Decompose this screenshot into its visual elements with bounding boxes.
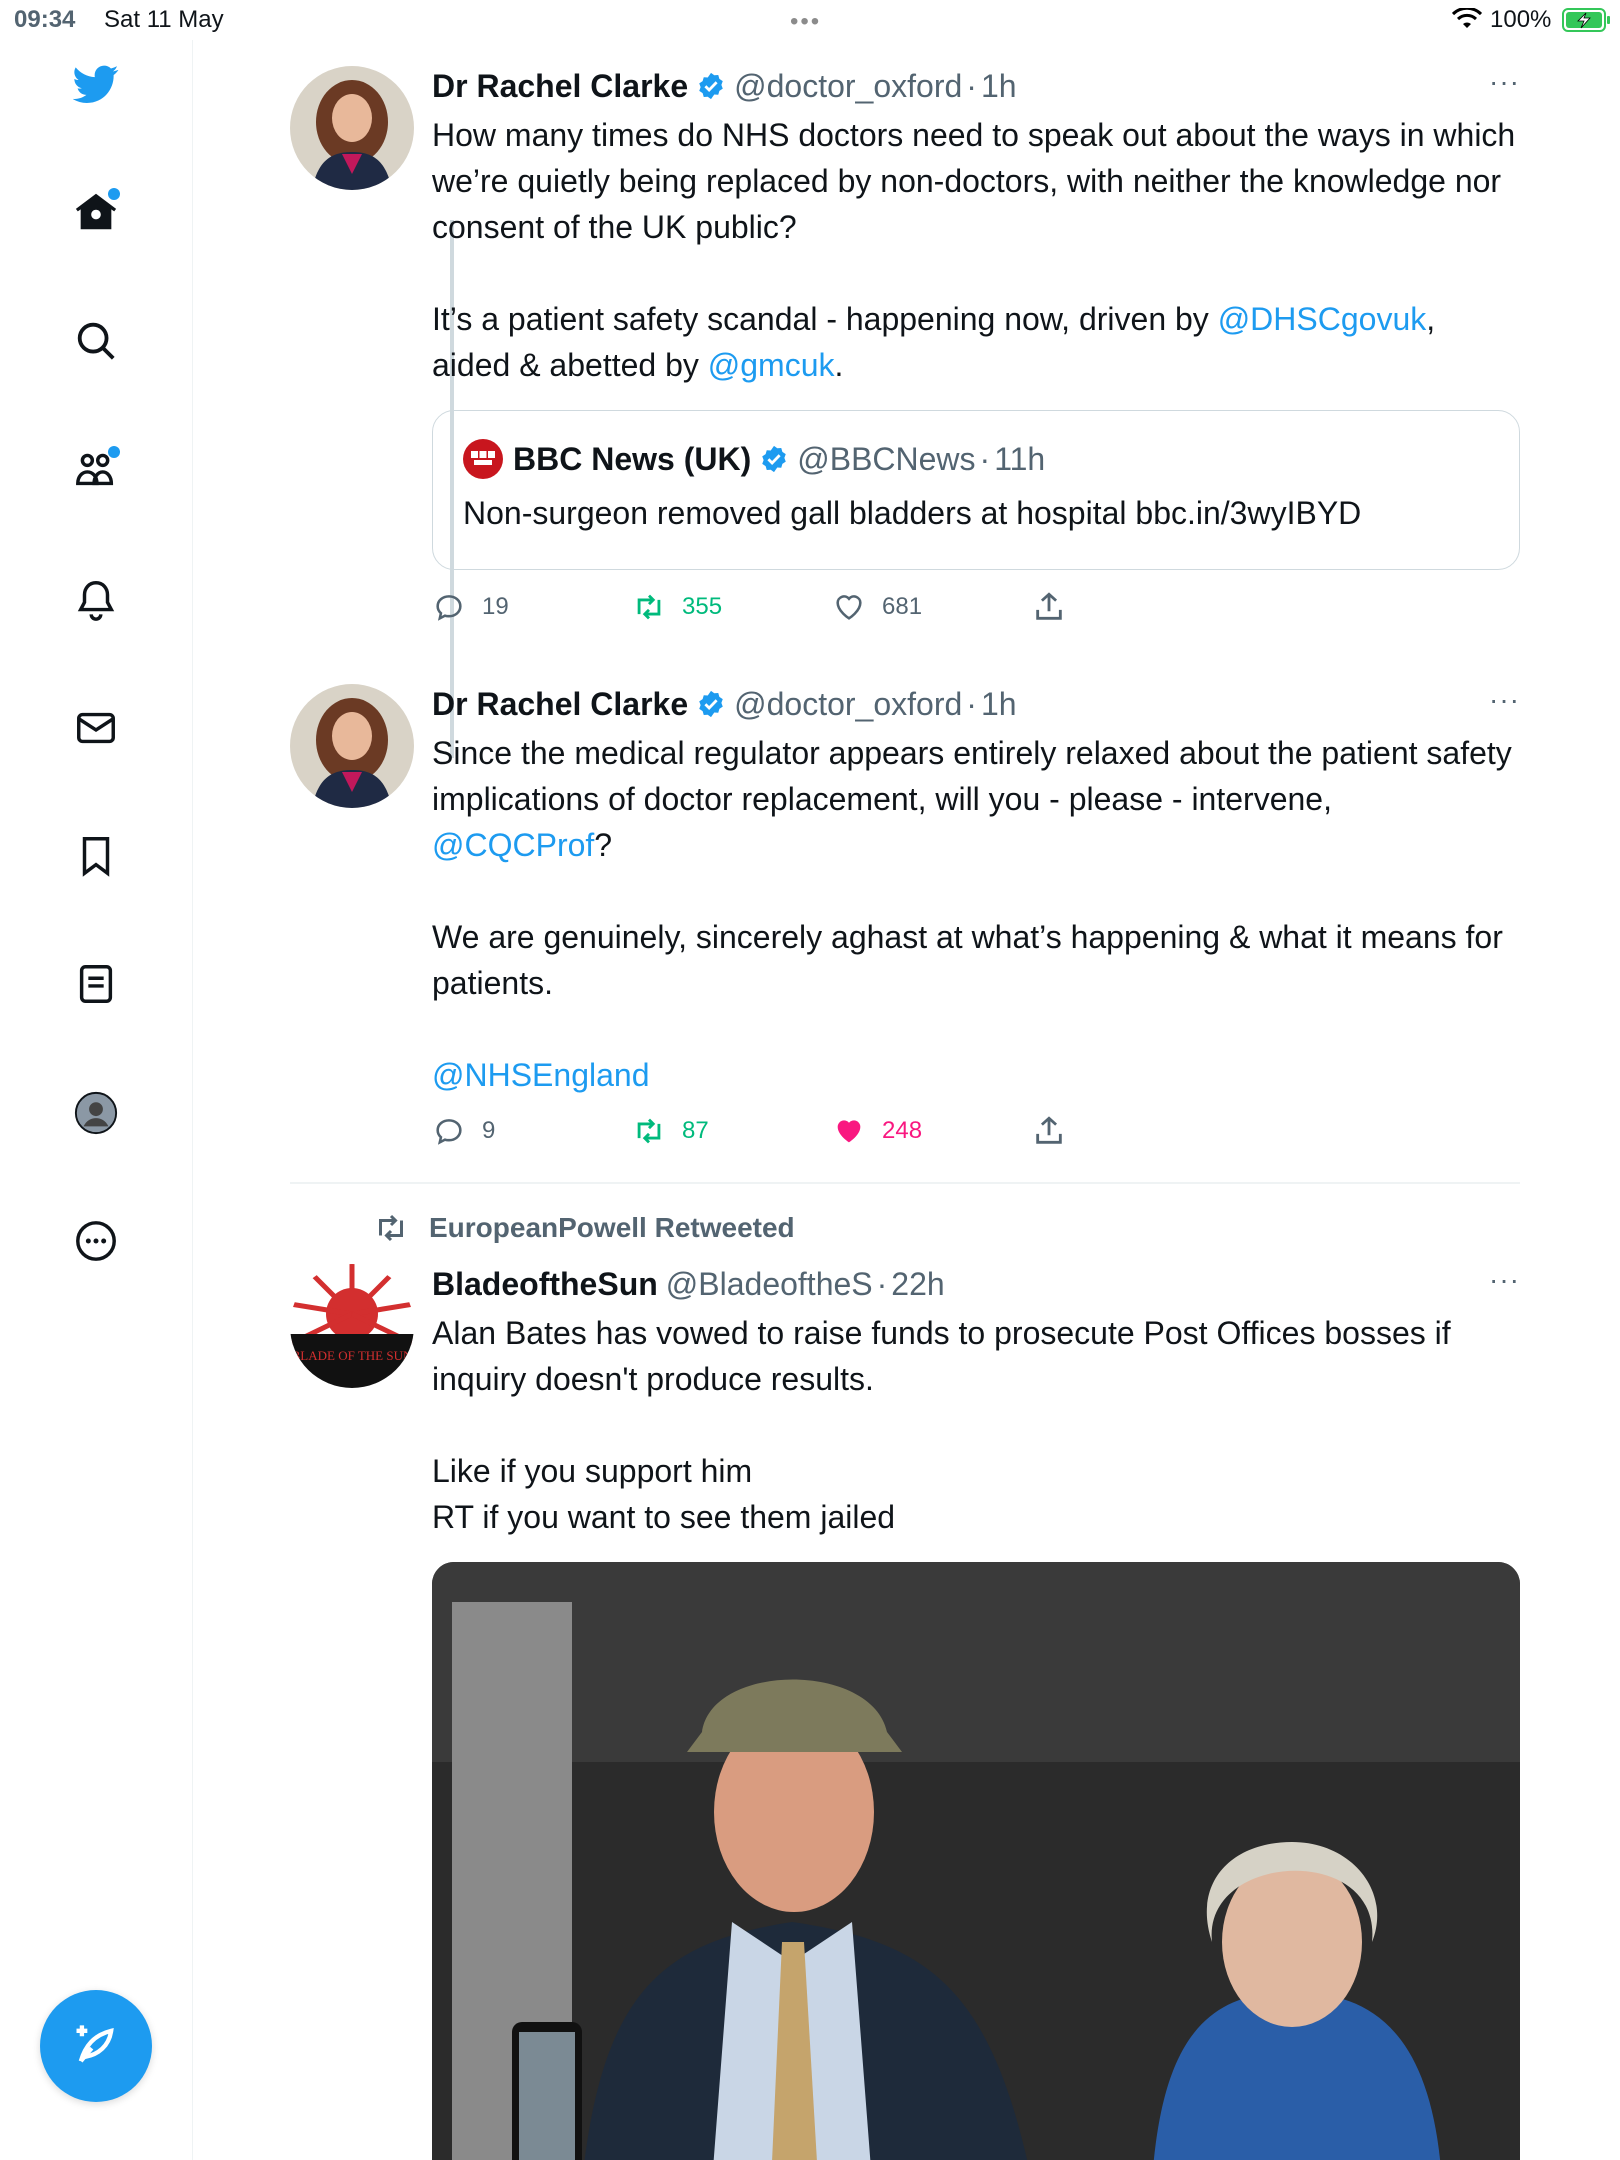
- reply-icon: [432, 1114, 466, 1148]
- battery-charging-icon: [1562, 8, 1612, 32]
- share-button[interactable]: [1032, 590, 1082, 624]
- avatar[interactable]: [290, 1264, 414, 1388]
- compose-tweet-button[interactable]: [40, 1990, 152, 2102]
- separator: ·: [966, 685, 977, 722]
- like-count: 681: [882, 593, 923, 620]
- twitter-logo-icon[interactable]: [66, 54, 126, 114]
- tweet-actions: [432, 1114, 1520, 1154]
- quoted-author-handle: @BBCNews: [797, 440, 976, 477]
- verified-badge-icon: [759, 444, 789, 474]
- wifi-icon: [1452, 8, 1482, 32]
- tweet-divider: [290, 1182, 1520, 1184]
- verified-badge-icon: [696, 689, 726, 719]
- tweet-text: [432, 112, 1525, 388]
- mention-link[interactable]: @NHSEngland: [432, 1057, 650, 1093]
- bbc-avatar-icon: [463, 439, 503, 479]
- search-icon[interactable]: [66, 311, 126, 371]
- tweet-text-para: Like if you support him RT if you want to see them jailed: [432, 1453, 896, 1535]
- verified-badge-icon: [696, 71, 726, 101]
- tweet-text-para: ?: [594, 827, 613, 863]
- multitasking-dots-icon[interactable]: •••: [790, 8, 822, 35]
- home-icon[interactable]: [66, 182, 126, 242]
- mail-icon[interactable]: [66, 698, 126, 758]
- mention-link[interactable]: @CQCProf: [432, 827, 595, 863]
- status-time: 09:34: [14, 6, 76, 33]
- more-options-icon[interactable]: ···: [1489, 66, 1520, 97]
- heart-filled-icon: [832, 1114, 866, 1148]
- retweeted-by-text: EuropeanPowell Retweeted: [429, 1212, 795, 1243]
- tweet-text: [432, 730, 1520, 1098]
- retweet-button[interactable]: [632, 590, 722, 624]
- tweet-text-para: We are genuinely, sincerely aghast at what’s happening & what it means for patients.: [432, 919, 1512, 1001]
- share-button[interactable]: [1032, 1114, 1082, 1148]
- bookmark-icon[interactable]: [66, 826, 126, 886]
- tweet-time[interactable]: 1h: [980, 67, 1017, 104]
- communities-notification-dot: [108, 446, 120, 458]
- timeline: [193, 40, 1620, 2160]
- separator: ·: [966, 67, 977, 104]
- tweet-header: [432, 684, 1520, 724]
- tweet-header: [432, 66, 1520, 106]
- author-name[interactable]: BladeoftheSun: [432, 1265, 658, 1302]
- quoted-tweet-time: 11h: [994, 440, 1046, 477]
- reply-button[interactable]: [432, 1114, 495, 1148]
- author-name[interactable]: Dr Rachel Clarke: [432, 685, 689, 722]
- avatar-logo-text: BLADE OF THE SUN: [291, 1348, 413, 1363]
- tweet-actions: [432, 590, 1520, 630]
- author-handle[interactable]: @BladeoftheS: [665, 1265, 873, 1302]
- compose-feather-icon: [70, 2020, 122, 2072]
- reply-icon: [432, 590, 466, 624]
- retweeted-by-label[interactable]: [373, 1210, 795, 1246]
- avatar[interactable]: [290, 66, 414, 190]
- retweet-count: 87: [682, 1117, 709, 1144]
- quoted-tweet[interactable]: [432, 410, 1520, 570]
- retweet-count: 355: [682, 593, 723, 620]
- retweet-icon: [373, 1210, 409, 1246]
- sidebar-nav: [0, 40, 193, 2160]
- tweet-header: [432, 1264, 1520, 1304]
- tweet-time[interactable]: 22h: [891, 1265, 945, 1302]
- status-date: Sat 11 May: [104, 6, 224, 33]
- share-icon: [1032, 1114, 1066, 1148]
- author-name[interactable]: Dr Rachel Clarke: [432, 67, 689, 104]
- share-icon: [1032, 590, 1066, 624]
- tweet-text-para: It’s a patient safety scandal - happening now, driven by: [432, 301, 1218, 337]
- mention-link[interactable]: @gmcuk: [707, 347, 835, 383]
- author-handle[interactable]: @doctor_oxford: [734, 67, 963, 104]
- heart-icon: [832, 590, 866, 624]
- reply-count: 9: [482, 1117, 496, 1144]
- bell-icon[interactable]: [66, 570, 126, 630]
- tweet-text-para: Alan Bates has vowed to raise funds to prosecute Post Offices bosses if inquiry doesn't produce results.: [432, 1315, 1460, 1397]
- retweet-button[interactable]: [632, 1114, 709, 1148]
- more-options-icon[interactable]: ···: [1489, 1264, 1520, 1295]
- author-handle[interactable]: @doctor_oxford: [734, 685, 963, 722]
- separator: ·: [979, 440, 991, 477]
- quoted-author-name: BBC News (UK): [513, 440, 752, 477]
- reply-button[interactable]: [432, 590, 509, 624]
- list-icon[interactable]: [66, 954, 126, 1014]
- like-button[interactable]: [832, 590, 922, 624]
- reply-count: 19: [482, 593, 509, 620]
- tweet-text-para: Since the medical regulator appears entirely relaxed about the patient safety implications of doctor replacement, will you - please - intervene,: [432, 735, 1512, 817]
- communities-icon[interactable]: [66, 440, 126, 500]
- tweet-text-para: How many times do NHS doctors need to speak out about the ways in which we’re quietly being replaced by non-doctors, with neither the knowledge nor consent of the UK public?: [432, 117, 1525, 245]
- mention-link[interactable]: @DHSCgovuk: [1217, 301, 1427, 337]
- retweet-icon: [632, 590, 666, 624]
- home-notification-dot: [108, 188, 120, 200]
- retweet-icon: [632, 1114, 666, 1148]
- profile-icon[interactable]: [66, 1083, 126, 1143]
- separator: ·: [876, 1265, 888, 1302]
- like-count: 248: [882, 1117, 923, 1144]
- tweet-media-photo[interactable]: [432, 1562, 1520, 2160]
- battery-percent: 100%: [1490, 6, 1552, 33]
- tweet-text-para: .: [834, 347, 844, 383]
- more-options-icon[interactable]: ···: [1489, 684, 1520, 715]
- like-button[interactable]: [832, 1114, 922, 1148]
- quoted-tweet-text: Non-surgeon removed gall bladders at hospital bbc.in/3wyIBYD: [463, 495, 1362, 531]
- tweet-time[interactable]: 1h: [980, 685, 1017, 722]
- status-bar: [0, 0, 1620, 40]
- tweet-text: [432, 1310, 1520, 1540]
- tweet-text-para: , aided & abetted by: [432, 301, 1436, 383]
- avatar[interactable]: [290, 684, 414, 808]
- more-circle-icon[interactable]: [66, 1211, 126, 1271]
